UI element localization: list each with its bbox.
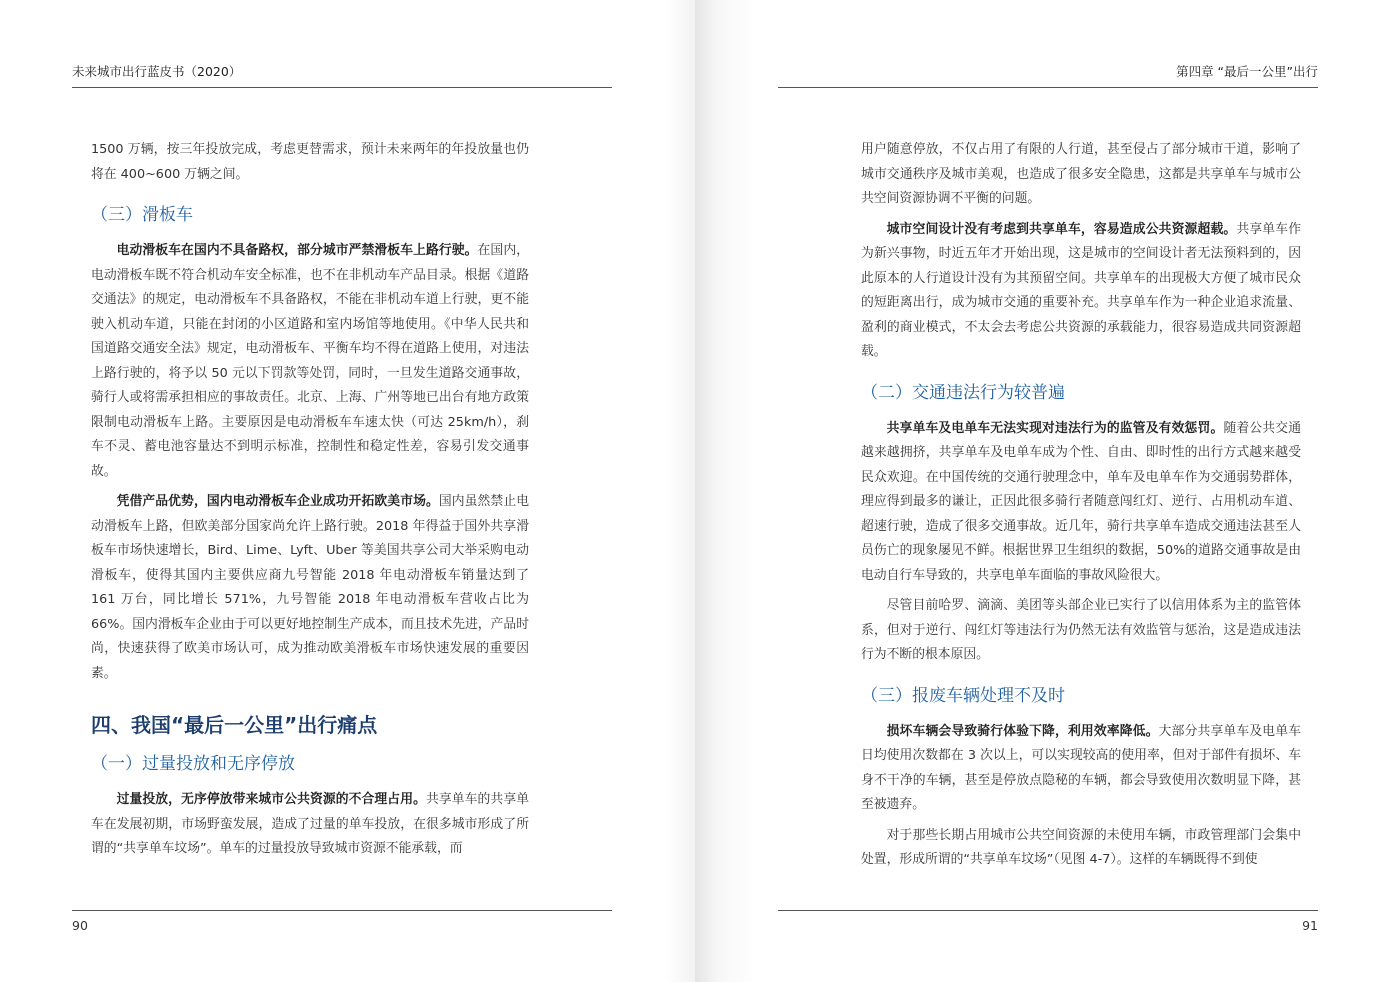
- right-para-3-text: 随着公共交通越来越拥挤，共享单车及电单车成为个性、自由、即时性的出行方式越来越受民众欢迎。在中国传统的交通行驶理念中，单车及电单车作为交通弱势群体，理应得到最多的谦让，正因此很多骑行者随意闯红灯、逆行、占用机动车道、超速行驶，造成了很多交通事故。近几年，骑行共享单车造成交通违法甚至人员伤亡的现象屡见不鲜。根据世界卫生组织的数据，50%的道路交通事故是由电动自行车导致的，共享电单车面临的事故风险很大。: [861, 420, 1302, 583]
- right-para-2-lead: 城市空间设计没有考虑到共享单车，容易造成公共资源超载。: [886, 221, 1237, 237]
- right-para-6: 对于那些长期占用城市公共空间资源的未使用车辆，市政管理部门会集中处置，形成所谓的“共享单车坟场”（见图 4-7）。这样的车辆既得不到使: [861, 827, 1301, 867]
- left-para-3-lead: 凭借产品优势，国内电动滑板车企业成功开拓欧美市场。: [116, 494, 439, 509]
- right-page: [695, 0, 1390, 982]
- left-header-rule: [72, 87, 612, 88]
- right-para-5-lead: 损坏车辆会导致骑行体验下降，利用效率降低。: [886, 723, 1159, 739]
- left-para-2: [91, 239, 529, 484]
- left-para-3: [91, 490, 529, 686]
- right-para-3-lead: 共享单车及电单车无法实现对违法行为的监管及有效惩罚。: [886, 420, 1224, 436]
- left-para-3-text: 国内虽然禁止电动滑板车上路，但欧美部分国家尚允许上路行驶。2018 年得益于国外共享滑板车市场快速增长，Bird、Lime、Lyft、Uber 等美国共享公司大举采购电动滑板车，使得其国内主要供应商九号智能 2018 年电动滑板车销量达到了 161 万台，同比增长 571%，九号智能 2018 年电动滑板车营收占比为 66%。国内滑板车企业由于可以更好地控制生产成本，而且技术先进，产品时尚，快速获得了欧美市场认可，成为推动欧美滑板车市场快速发展的重要因素。: [91, 494, 529, 681]
- right-para-2: [861, 218, 1301, 365]
- left-para-4-lead: 过量投放，无序停放带来城市公共资源的不合理占用。: [116, 792, 426, 807]
- left-para-4: [91, 788, 529, 862]
- right-para-2-text: 共享单车作为新兴事物，时近五年才开始出现，这是城市的空间设计者无法预料到的，因此原本的人行道设计没有为其预留空间。共享单车的出现极大方便了城市民众的短距离出行，成为城市交通的重要补充。共享单车作为一种企业追求流量、盈利的商业模式，不太会去考虑公共资源的承载能力，很容易造成共同资源超载。: [861, 221, 1302, 359]
- right-para-4: 尽管目前哈罗、滴滴、美团等头部企业已实行了以信用体系为主的监管体系，但对于逆行、闯红灯等违法行为仍然无法有效监管与惩治，这是造成违法行为不断的根本原因。: [861, 598, 1301, 662]
- left-footer-rule: [72, 910, 612, 911]
- right-header-rule: [778, 87, 1318, 88]
- right-page-number: 91: [1302, 918, 1318, 933]
- heading-overdeploy: （一）过量投放和无序停放: [91, 754, 295, 774]
- right-para-5-text: 大部分共享单车及电单车日均使用次数都在 3 次以上，可以实现较高的使用率，但对于部件有损坏、车身不干净的车辆，甚至是停放点隐秘的车辆，都会导致使用次数明显下降，甚至被遗弃。: [861, 723, 1302, 812]
- heading-scooter: （三）滑板车: [91, 205, 193, 225]
- left-para-2-text: 在国内，电动滑板车既不符合机动车安全标准，也不在非机动车产品目录。根据《道路交通法》的规定，电动滑板车不具备路权，不能在非机动车道上行驶，更不能驶入机动车道，只能在封闭的小区道路和室内场馆等地使用。《中华人民共和国道路交通安全法》规定，电动滑板车、平衡车均不得在道路上使用，对违法上路行驶的，将予以 50 元以下罚款等处罚，同时，一旦发生道路交通事故，骑行人或将需承担相应的事故责任。北京、上海、广州等地已出台有地方政策限制电动滑板车上路。主要原因是电动滑板车车速太快（可达 25km/h），刹车不灵、蓄电池容量达不到明示标准，控制性和稳定性差，容易引发交通事故。: [91, 243, 529, 479]
- left-body: [91, 138, 529, 868]
- right-para-5: [861, 720, 1301, 818]
- left-running-header: 未来城市出行蓝皮书（2020）: [72, 64, 242, 79]
- left-para-2-lead: 电动滑板车在国内不具备路权，部分城市严禁滑板车上路行驶。: [116, 243, 478, 258]
- left-para-4-text: 共享单车的共享单车在发展初期，市场野蛮发展，造成了过量的单车投放，在很多城市形成了所谓的“共享单车坟场”。单车的过量投放导致城市资源不能承载，而: [91, 792, 529, 856]
- right-body: [861, 138, 1301, 879]
- heading-violation: （二）交通违法行为较普遍: [861, 382, 1065, 403]
- left-page-number: 90: [72, 918, 88, 933]
- heading-scrap: （三）报废车辆处理不及时: [861, 685, 1065, 706]
- right-running-header: 第四章 “最后一公里”出行: [1176, 64, 1318, 79]
- right-para-3: [861, 417, 1301, 589]
- left-para-1: 1500 万辆，按三年投放完成，考虑更替需求，预计未来两年的年投放量也仍将在 400~600 万辆之间。: [91, 142, 529, 182]
- heading-section-4: 四、我国“最后一公里”出行痛点: [91, 713, 378, 737]
- right-footer-rule: [778, 910, 1318, 911]
- right-para-1: 用户随意停放，不仅占用了有限的人行道，甚至侵占了部分城市干道，影响了城市交通秩序及城市美观，也造成了很多安全隐患，这都是共享单车与城市公共空间资源协调不平衡的问题。: [861, 142, 1301, 206]
